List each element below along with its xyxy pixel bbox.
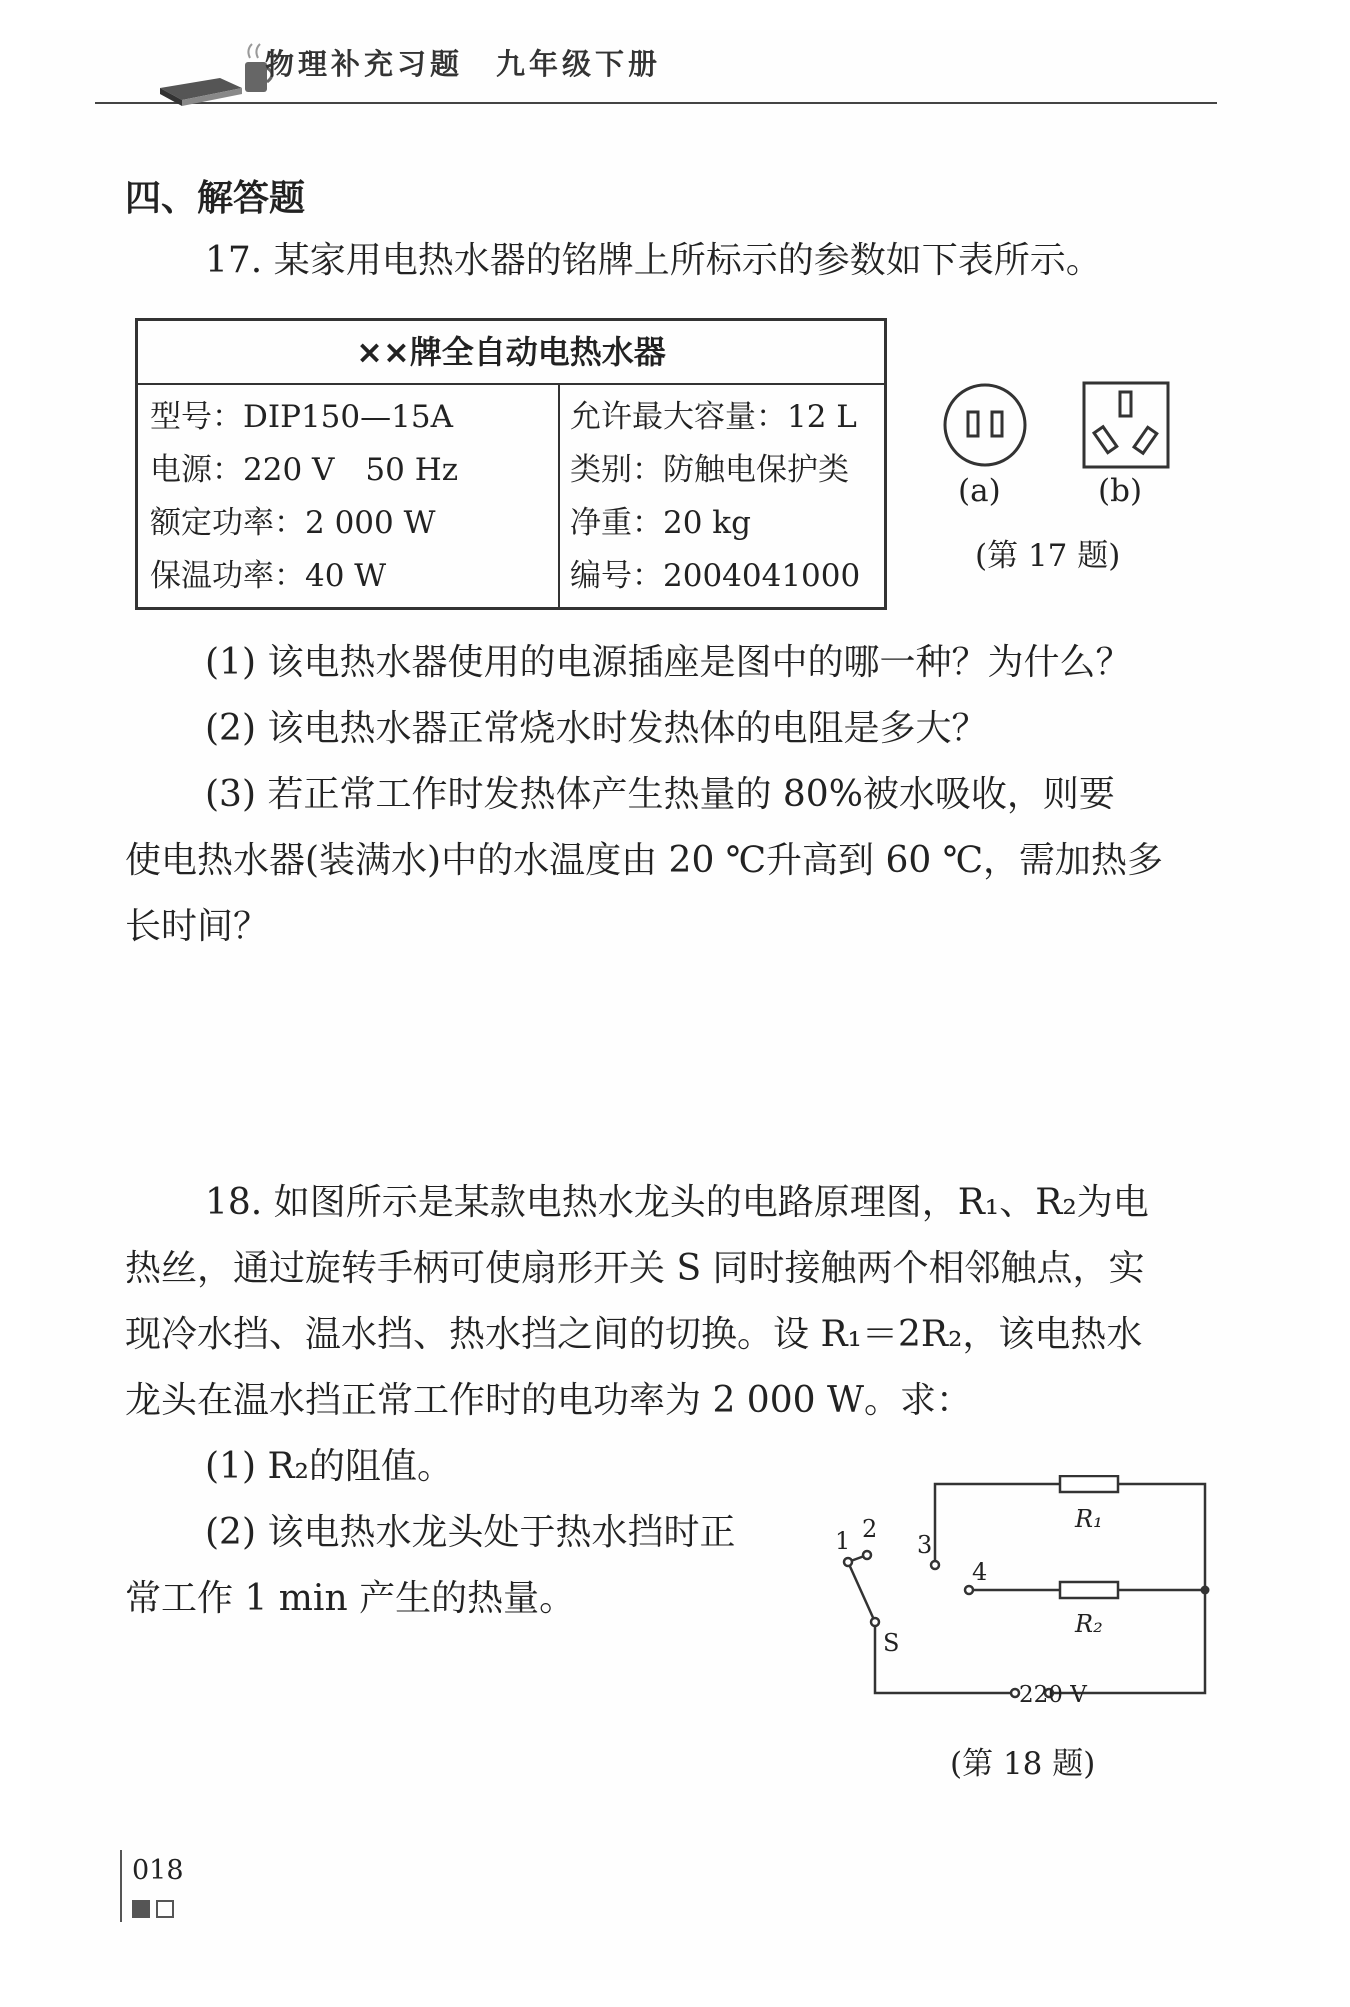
table-divider (558, 383, 560, 610)
footer-rule (120, 1850, 122, 1922)
q18-line2: 热丝，通过旋转手柄可使扇形开关 S 同时接触两个相邻触点，实 (125, 1248, 1145, 1289)
nameplate-table (135, 318, 887, 610)
contact-4 (965, 1586, 973, 1594)
label-r1: R₁ (1075, 1505, 1103, 1533)
q17-figure-caption: (第 17 题) (975, 538, 1121, 574)
label-switch: S (883, 1629, 900, 1657)
table-cell: 额定功率：2 000 W (150, 505, 436, 541)
table-cell: 允许最大容量：12 L (570, 399, 857, 435)
table-cell: 编号：2004041000 (570, 558, 861, 594)
circuit-diagram (835, 1475, 1225, 1735)
resistor-r2 (1060, 1582, 1118, 1598)
table-title: ××牌全自动电热水器 (138, 321, 884, 385)
page-header (95, 40, 1217, 104)
empty-square-icon (156, 1900, 174, 1918)
q18-sub2-line1: (2) 该电热水龙头处于热水挡时正 (205, 1512, 736, 1553)
label-r2: R₂ (1075, 1610, 1103, 1638)
table-cell: 电源：220 V 50 Hz (150, 452, 459, 488)
label-contact-2: 2 (862, 1515, 878, 1543)
resistor-r1 (1060, 1476, 1118, 1492)
q18-sub1: (1) R₂的阻值。 (205, 1446, 453, 1487)
label-contact-4: 4 (972, 1558, 988, 1586)
table-cell: 保温功率：40 W (150, 558, 387, 594)
section-title: 四、解答题 (125, 178, 306, 219)
q18-line4: 龙头在温水挡正常工作时的电功率为 2 000 W。求： (125, 1380, 972, 1421)
table-cell: 净重：20 kg (570, 505, 751, 541)
q17-sub2: (2) 该电热水器正常烧水时发热体的电阻是多大？ (205, 708, 988, 749)
table-cell: 类别：防触电保护类 (570, 452, 849, 488)
header-title: 物理补充习题 九年级下册 (265, 47, 662, 81)
label-source: 220 V (1019, 1682, 1087, 1708)
table-left-column (150, 391, 458, 603)
switch-arm (848, 1562, 875, 1622)
socket-figures (940, 380, 1180, 480)
contact-3 (931, 1561, 939, 1569)
junction-dot (1201, 1586, 1210, 1595)
label-contact-3: 3 (917, 1531, 933, 1559)
table-cell: 型号：DIP150—15A (150, 399, 453, 435)
fig-b-label: (b) (1098, 473, 1143, 509)
q18-sub2-line2: 常工作 1 min 产生的热量。 (125, 1578, 576, 1619)
three-pin-socket-icon (1084, 383, 1168, 467)
table-right-column (570, 391, 860, 603)
q18-line1: 18. 如图所示是某款电热水龙头的电路原理图，R₁、R₂为电 (205, 1182, 1149, 1223)
q18-line3: 现冷水挡、温水挡、热水挡之间的切换。设 R₁＝2R₂，该电热水 (125, 1314, 1143, 1355)
switch-pivot (871, 1618, 879, 1626)
two-pin-socket-icon (945, 385, 1025, 465)
q17-sub3-line3: 长时间？ (125, 906, 270, 947)
q17-sub3-line2: 使电热水器(装满水)中的水温度由 20 ℃升高到 60 ℃，需加热多 (125, 840, 1164, 881)
page-number: 018 (132, 1855, 184, 1886)
contact-2 (863, 1551, 871, 1559)
q18-figure-caption: (第 18 题) (950, 1746, 1096, 1782)
book-cup-icon (150, 40, 280, 110)
terminal-left (1011, 1689, 1019, 1697)
filled-square-icon (132, 1900, 150, 1918)
circuit-wire (1049, 1590, 1205, 1693)
fig-a-label: (a) (958, 473, 1001, 509)
contact-1 (844, 1558, 852, 1566)
q17-sub3-line1: (3) 若正常工作时发热体产生热量的 80%被水吸收，则要 (205, 774, 1115, 815)
label-contact-1: 1 (835, 1527, 851, 1555)
q17-intro: 17. 某家用电热水器的铭牌上所标示的参数如下表所示。 (205, 240, 1102, 281)
q17-sub1: (1) 该电热水器使用的电源插座是图中的哪一种？为什么？ (205, 642, 1132, 683)
